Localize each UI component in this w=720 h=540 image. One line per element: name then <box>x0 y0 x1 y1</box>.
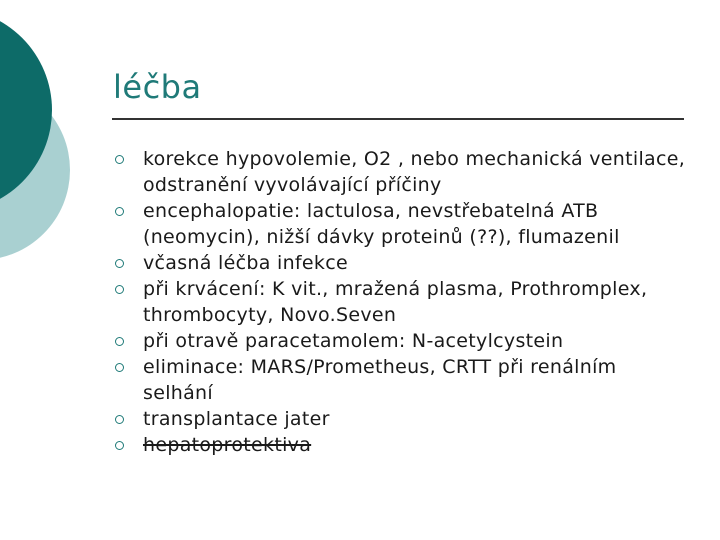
bullet-text: eliminace: MARS/Prometheus, CRTT při renálním selhání <box>143 356 617 404</box>
bullet-item <box>112 276 692 328</box>
ring-bullet-icon <box>115 207 124 216</box>
bullet-text: korekce hypovolemie, O2 , nebo mechanická ventilace, odstranění vyvolávající příčiny <box>143 148 686 196</box>
bullet-item <box>112 198 692 250</box>
bullet-text: encephalopatie: lactulosa, nevstřebatelná ATB (neomycin), nižší dávky proteinů (??), flumazenil <box>143 200 620 248</box>
slide-title: léčba <box>113 68 202 106</box>
ring-bullet-icon <box>115 363 124 372</box>
ring-bullet-icon <box>115 259 124 268</box>
bullet-item <box>112 406 692 432</box>
title-divider <box>112 118 684 120</box>
ring-bullet-icon <box>115 155 124 164</box>
ring-bullet-icon <box>115 285 124 294</box>
ring-bullet-icon <box>115 337 124 346</box>
ring-bullet-icon <box>115 441 124 450</box>
bullet-item <box>112 354 692 406</box>
bullet-item <box>112 432 692 458</box>
bullet-text: včasná léčba infekce <box>143 252 348 274</box>
bullet-text: při krvácení: K vit., mražená plasma, Prothromplex, thrombocyty, Novo.Seven <box>143 278 648 326</box>
corner-decoration <box>0 0 120 300</box>
bullet-list <box>112 146 692 458</box>
bullet-text-struck: hepatoprotektiva <box>143 434 312 456</box>
bullet-text: při otravě paracetamolem: N-acetylcystein <box>143 330 564 352</box>
ring-bullet-icon <box>115 415 124 424</box>
bullet-item <box>112 250 692 276</box>
bullet-item <box>112 328 692 354</box>
bullet-item <box>112 146 692 198</box>
bullet-text: transplantace jater <box>143 408 330 430</box>
